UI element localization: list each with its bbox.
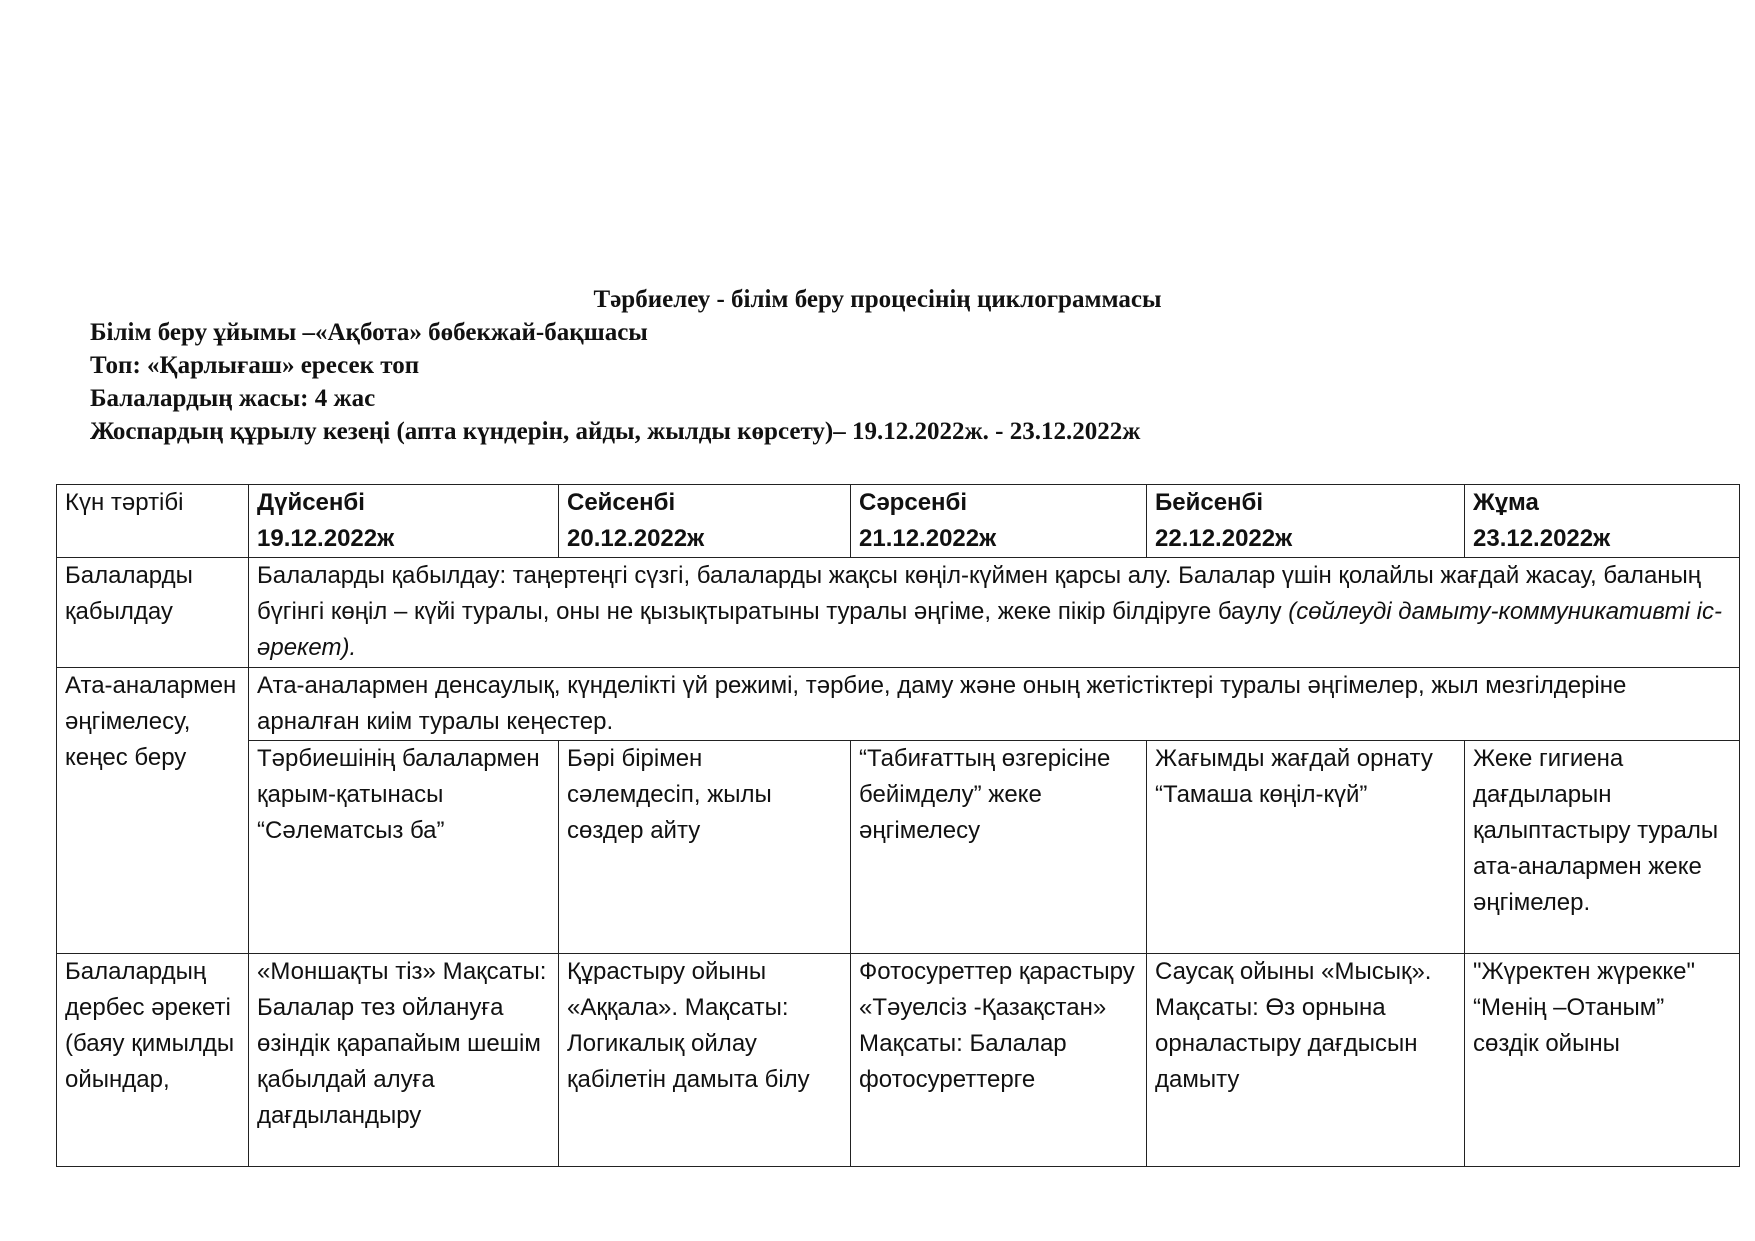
- table-row-parents-days: [57, 741, 1740, 954]
- group-line: Топ: «Қарлығаш» ересек топ: [90, 352, 420, 379]
- row-label-activity: Балалардың дербес әрекеті (баяу қимылды ойындар,: [57, 954, 249, 1167]
- day-date: 23.12.2022ж: [1473, 525, 1611, 552]
- document-meta: [90, 316, 1140, 448]
- row-label-parents: Ата-аналармен әңгімелесу, кеңес беру: [57, 668, 249, 954]
- table-row-parents: [57, 668, 1740, 741]
- activity-friday-cell: "Жүректен жүрекке" “Менің –Отаным” сөздік ойыны: [1465, 954, 1740, 1167]
- parents-text-cell: Ата-аналармен денсаулық, күнделікті үй режимі, тәрбие, даму және оның жетістіктері туралы әңгімелер, жыл мезгілдеріне арналған киім туралы кеңестер.: [249, 668, 1740, 741]
- parents-wednesday-cell: “Табиғаттың өзгерісіне бейімделу” жеке әңгімелесу: [851, 741, 1147, 954]
- parents-friday-cell: Жеке гигиена дағдыларын қалыптастыру туралы ата-аналармен жеке әңгімелер.: [1465, 741, 1740, 954]
- schedule-table: [56, 484, 1740, 1167]
- day-name: Сейсенбі: [567, 489, 676, 516]
- day-date: 21.12.2022ж: [859, 525, 997, 552]
- activity-wednesday-cell: Фотосуреттер қарастыру «Тәуелсіз -Қазақстан» Мақсаты: Балалар фотосуреттерге: [851, 954, 1147, 1167]
- day-header-thursday: [1147, 485, 1465, 558]
- activity-tuesday-cell: Құрастыру ойыны «Аққала». Мақсаты: Логикалық ойлау қабілетін дамыта білу: [559, 954, 851, 1167]
- corner-cell: [57, 485, 249, 558]
- parents-thursday-cell: Жағымды жағдай орнату “Тамаша көңіл-күй”: [1147, 741, 1465, 954]
- parents-monday-cell: Тәрбиешінің балалармен қарым-қатынасы “Сәлематсыз ба”: [249, 741, 559, 954]
- reception-note: (сөйлеуді дамыту-коммуникативті іс-әрекет).: [257, 598, 1722, 661]
- day-header-tuesday: [559, 485, 851, 558]
- day-date: 19.12.2022ж: [257, 525, 395, 552]
- day-name: Дүйсенбі: [257, 489, 365, 516]
- day-header-friday: [1465, 485, 1740, 558]
- day-name: Жұма: [1473, 489, 1539, 516]
- day-date: 22.12.2022ж: [1155, 525, 1293, 552]
- table-header-row: [57, 485, 1740, 558]
- age-line: Балалардың жасы: 4 жас: [90, 385, 376, 412]
- document-title: Тәрбиелеу - білім беру процесінің циклограммасы: [593, 286, 1162, 313]
- period-line: Жоспардың құрылу кезеңі (апта күндерін, айды, жылды көрсету)– 19.12.2022ж. - 23.12.2022ж: [90, 418, 1141, 445]
- activity-monday-cell: «Моншақты тіз» Мақсаты: Балалар тез ойлануға өзіндік қарапайым шешім қабылдай алуға дағдыландыру: [249, 954, 559, 1167]
- reception-text: Балаларды қабылдау: таңертеңгі сүзгі, балаларды жақсы көңіл-күймен қарсы алу. Балалар үшін қолайлы жағдай жасау, баланың бүгінгі көңіл – күйі туралы, оны не қызықтыратыны туралы әңгіме, жеке пікір білдіруге баулу: [257, 562, 1702, 625]
- corner-label: Күн тәртібі: [65, 489, 184, 516]
- day-header-wednesday: [851, 485, 1147, 558]
- day-name: Бейсенбі: [1155, 489, 1264, 516]
- row-label-reception: Балаларды қабылдау: [57, 558, 249, 668]
- table-row-activity: [57, 954, 1740, 1167]
- parents-tuesday-cell: Бәрі бірімен сәлемдесіп, жылы сөздер айту: [559, 741, 851, 954]
- activity-thursday-cell: Саусақ ойыны «Мысық». Мақсаты: Өз орнына орналастыру дағдысын дамыту: [1147, 954, 1465, 1167]
- table-row-reception: [57, 558, 1740, 668]
- day-name: Сәрсенбі: [859, 489, 968, 516]
- organization-line: Білім беру ұйымы –«Ақбота» бөбекжай-бақшасы: [90, 319, 648, 346]
- day-header-monday: [249, 485, 559, 558]
- day-date: 20.12.2022ж: [567, 525, 705, 552]
- reception-text-cell: [249, 558, 1740, 668]
